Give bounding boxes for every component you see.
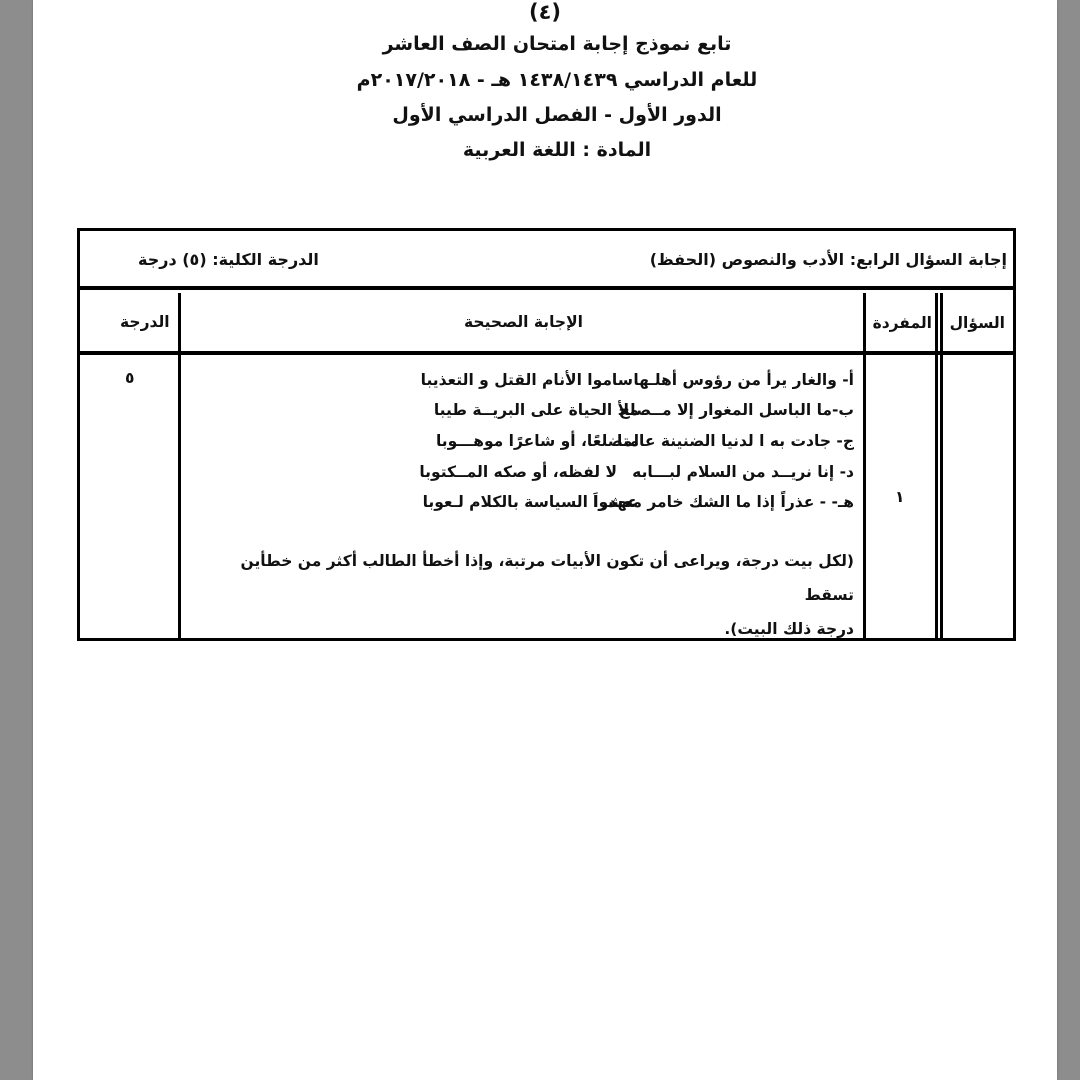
verse-second-hemistich: ملأ الحياة على البريــة طيبا: [433, 401, 639, 419]
header-question: السؤال: [949, 314, 1005, 332]
verse-first-hemistich: ج- جادت به ا لدنيا الضنينة عالما: [616, 432, 854, 450]
verse-second-hemistich: متضلعًا، أو شاعرًا موهـــوبا: [435, 432, 639, 450]
academic-year: للعام الدراسي ١٤٣٨/١٤٣٩ هـ - ٢٠١٧/٢٠١٨م: [356, 69, 758, 91]
section-border-bottom: [80, 286, 1013, 290]
document-page: [33, 0, 1057, 1080]
header-answer: الإجابة الصحيحة: [464, 313, 583, 331]
exam-title: تابع نموذج إجابة امتحان الصف العاشر: [382, 33, 732, 55]
item-number: ١: [895, 488, 905, 506]
grade-value: ٥: [125, 369, 135, 387]
verse-first-hemistich: د- إنا نريــد من السلام لبـــابه: [632, 463, 854, 481]
grade-column-divider: [178, 293, 181, 638]
answer-table: [77, 228, 1016, 641]
item-column-divider-right: [935, 293, 938, 638]
header-item: المفردة: [872, 314, 932, 332]
verse-second-hemistich: عهدوا السياسة بالكلام لـعوبا: [422, 493, 638, 511]
verse-first-hemistich: هـ- - عذراً إذا ما الشك خامر معشراَ: [592, 493, 854, 511]
header-border-bottom: [80, 351, 1013, 355]
question-column-divider: [940, 293, 943, 638]
total-grade: الدرجة الكلية: (٥) درجة: [138, 250, 319, 269]
page-number: (٤): [528, 0, 562, 24]
verse-first-hemistich: أ- والغار يرأ من رؤوس أهلـها: [633, 371, 854, 389]
subject-line: المادة : اللغة العربية: [462, 139, 652, 161]
header-grade: الدرجة: [120, 313, 170, 331]
exam-session: الدور الأول - الفصل الدراسي الأول: [392, 104, 722, 126]
grading-note-line: درجة ذلك البيت).: [724, 620, 854, 638]
verse-first-hemistich: ب-ما الباسل المغوار إلا مــصلح: [618, 401, 854, 419]
verse-second-hemistich: لا لفظه، أو صكه المــكتوبا: [419, 463, 617, 481]
verse-second-hemistich: ساموا الأنام القتل و التعذيبا: [420, 371, 633, 389]
item-column-divider-left: [863, 293, 866, 638]
grading-note: [214, 544, 854, 646]
section-title: إجابة السؤال الرابع: الأدب والنصوص (الحفظ): [649, 250, 1007, 269]
grading-note-line: (لكل بيت درجة، ويراعى أن تكون الأبيات مرتبة، وإذا أخطأ الطالب أكثر من خطأين تسقط: [240, 552, 854, 604]
